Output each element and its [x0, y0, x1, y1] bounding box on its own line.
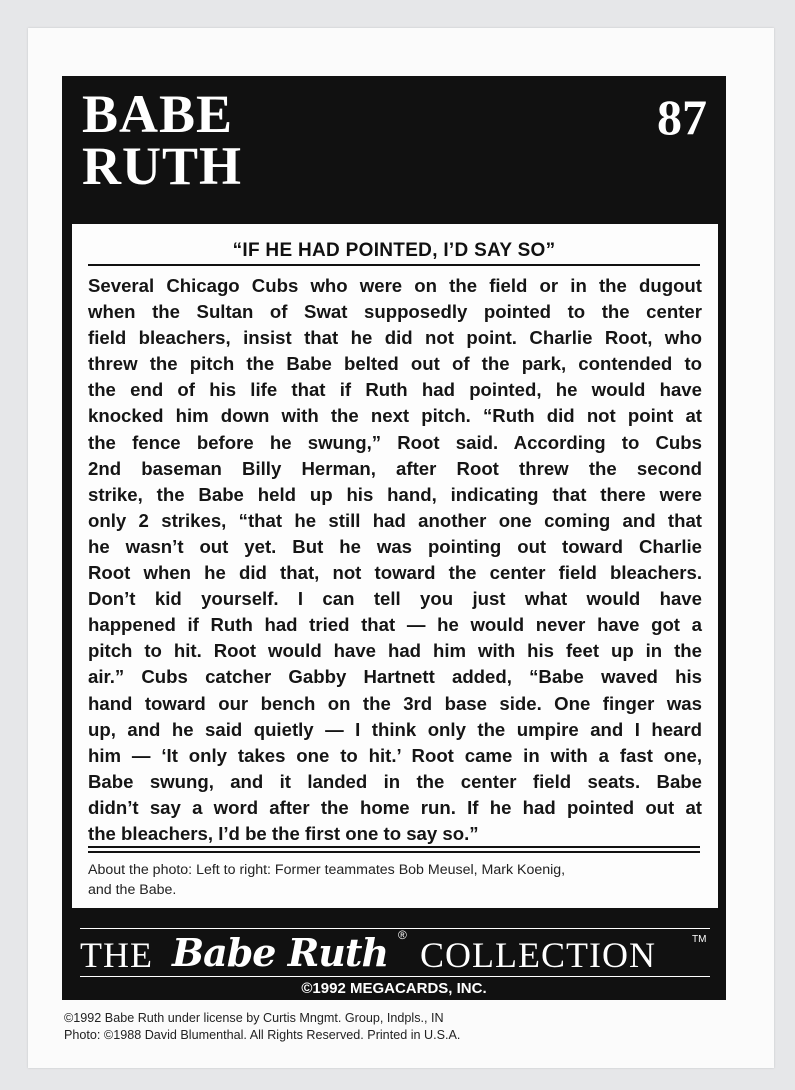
story-line: Several Chicago Cubs who were on the field or in the dugout	[88, 275, 702, 296]
logo-the: THE	[80, 935, 153, 975]
logo-signature: Babe Ruth	[172, 930, 389, 975]
card-number: 87	[657, 89, 707, 145]
story-line: Babe swung, and it landed in the center field seats. Babe	[88, 770, 702, 792]
publisher-copyright: ©1992 MEGACARDS, INC.	[301, 980, 487, 997]
story-line: the end of his life that if Ruth had pointed, he would have	[88, 379, 702, 401]
fine-print-line-2: Photo: ©1988 David Blumenthal. All Rights Reserved. Printed in U.S.A.	[64, 1028, 461, 1042]
logo-collection: COLLECTION	[420, 935, 656, 975]
story-line: he wasn’t out yet. But he was pointing out toward Charlie	[88, 535, 702, 557]
logo-rule-bottom	[80, 976, 710, 977]
story-line: threw the pitch the Babe belted out of the park, contended to	[88, 353, 702, 375]
story-line: up, and he said quietly — I think only the umpire and I heard	[88, 718, 702, 740]
fine-print-line-1: ©1992 Babe Ruth under license by Curtis Mngmt. Group, Indpls., IN	[64, 1011, 444, 1025]
story-line: happened if Ruth had tried that — he would never have got a	[88, 614, 702, 636]
story-line: strike, the Babe held up his hand, indicating that there were	[88, 483, 702, 505]
story-line: air.” Cubs catcher Gabby Hartnett added, “Babe waved his	[88, 666, 702, 688]
story-line: him — ‘It only takes one to hit.’ Root came in with a fast one,	[88, 744, 702, 766]
headline-rule	[88, 264, 700, 266]
story-line: Root when he did that, not toward the center field bleachers.	[88, 562, 702, 584]
story-line: the bleachers, I’d be the first one to say so.”	[88, 822, 479, 844]
story-text	[88, 273, 702, 847]
player-name-line-2: RUTH	[82, 136, 243, 196]
photo-caption	[88, 860, 702, 900]
caption-line-2: and the Babe.	[88, 882, 177, 898]
story-line: pitch to hit. Root would have had him with his feet up in the	[88, 640, 702, 662]
story-line: field bleachers, insist that he did not point. Charlie Root, who	[88, 327, 702, 349]
player-name	[82, 84, 243, 196]
divider-rule-top	[88, 846, 700, 848]
divider-rule-bottom	[88, 851, 700, 853]
story-line: Don’t kid yourself. I can tell you just what would have	[88, 588, 702, 610]
caption-line-1: About the photo: Left to right: Former teammates Bob Meusel, Mark Koenig,	[88, 862, 566, 878]
story-line: didn’t say a word after the home run. If he had pointed out at	[88, 796, 702, 818]
collection-logo	[80, 928, 710, 978]
story-line: the fence before he swung,” Root said. According to Cubs	[88, 431, 702, 453]
story-line: when the Sultan of Swat supposedly pointed to the center	[88, 301, 702, 323]
story-line: only 2 strikes, “that he still had another one coming and that	[88, 509, 702, 531]
registered-mark: ®	[398, 928, 407, 942]
logo-rule-top	[80, 928, 710, 929]
player-name-line-1: BABE	[82, 84, 234, 144]
story-line: knocked him down with the next pitch. “Ruth did not point at	[88, 405, 702, 427]
fine-print	[64, 1010, 724, 1044]
story-headline: “IF HE HAD POINTED, I’D SAY SO”	[232, 240, 556, 261]
trademark-mark: TM	[692, 934, 707, 945]
story-line: 2nd baseman Billy Herman, after Root threw the second	[88, 457, 702, 479]
story-line: hand toward our bench on the 3rd base side. One finger was	[88, 692, 702, 714]
